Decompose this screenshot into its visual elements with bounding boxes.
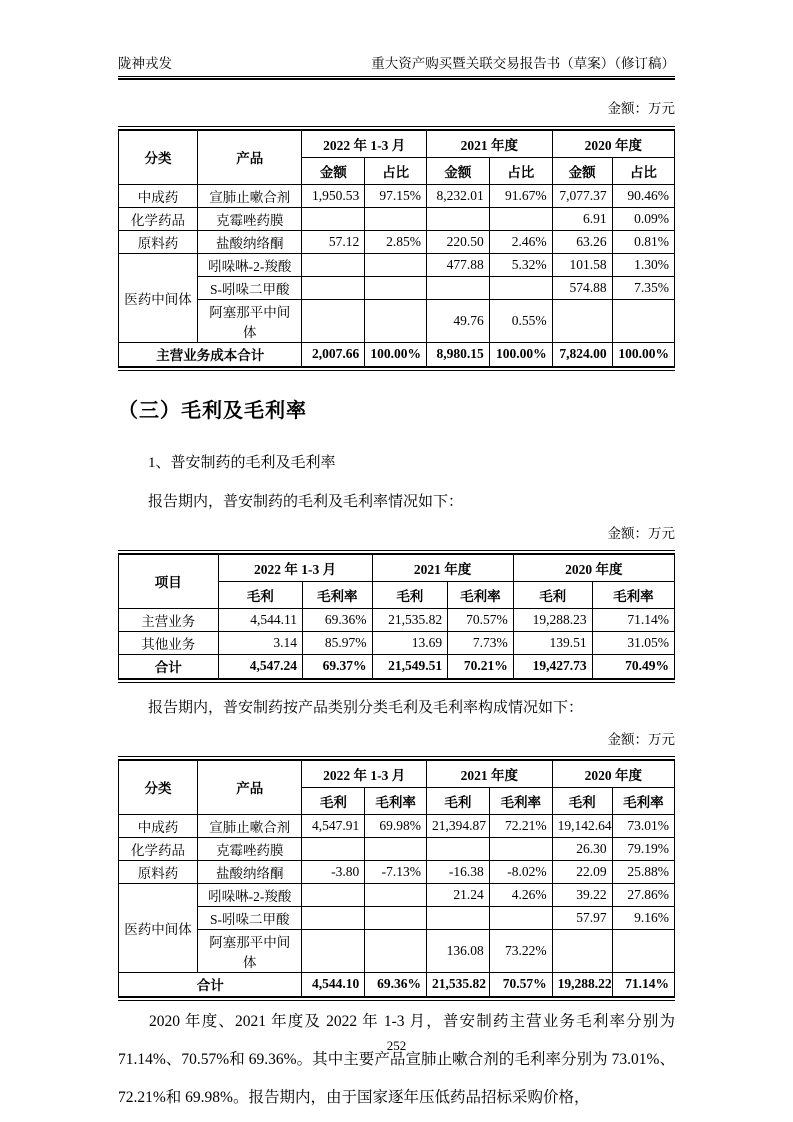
col-header-margin: 毛利率 — [303, 581, 373, 608]
table-cell: 克霉唑药膜 — [197, 207, 302, 230]
table-cell: 4,547.91 — [302, 814, 365, 837]
table-cell: 21,535.82 — [372, 608, 448, 631]
table-cell: -16.38 — [426, 860, 489, 883]
col-header-margin: 毛利率 — [365, 787, 427, 814]
col-header-profit: 毛利 — [302, 787, 365, 814]
table-cell: 19,288.23 — [513, 608, 592, 631]
table-cell: 70.57% — [448, 608, 514, 631]
table-cell: 化学药品 — [119, 837, 198, 860]
table-cell: 2,007.66 — [302, 342, 365, 367]
table-cell: 49.76 — [426, 299, 489, 342]
table-cell: 31.05% — [592, 631, 674, 654]
table-cell: 70.49% — [592, 654, 674, 679]
table-cell — [489, 207, 552, 230]
table-cell: 21,535.82 — [426, 972, 489, 997]
table-cell: 97.15% — [365, 184, 427, 207]
table-row — [119, 631, 675, 654]
table-row — [119, 906, 675, 929]
table-cell — [552, 929, 612, 972]
table-cell: 医药中间体 — [119, 883, 198, 972]
table-row — [119, 608, 675, 631]
col-header-period-2020: 2020 年度 — [513, 554, 674, 581]
table-cell: 90.46% — [612, 184, 674, 207]
table-cell: 100.00% — [612, 342, 674, 367]
product-gross-profit-table — [118, 759, 675, 998]
table-row — [119, 860, 675, 883]
table-cell: 477.88 — [426, 253, 489, 276]
table-cell — [365, 837, 427, 860]
table-cell — [365, 906, 427, 929]
table-cell — [302, 276, 365, 299]
table-row — [119, 929, 675, 972]
table-cell — [365, 929, 427, 972]
table-cell: 69.98% — [365, 814, 427, 837]
unit-note: 金额：万元 — [607, 101, 675, 116]
table-cell: 72.21% — [489, 814, 552, 837]
table-cell: 其他业务 — [119, 631, 219, 654]
table-cell: 原料药 — [119, 860, 198, 883]
col-header-amount: 金额 — [426, 157, 489, 184]
table-cell: S-吲哚二甲酸 — [197, 276, 302, 299]
table-cell: 合计 — [119, 654, 219, 679]
table-cell — [489, 837, 552, 860]
table-cell: 中成药 — [119, 814, 198, 837]
col-header-profit: 毛利 — [552, 787, 612, 814]
table-cell: 220.50 — [426, 230, 489, 253]
cost-composition-table-wrap — [118, 126, 675, 371]
table-cell: 0.81% — [612, 230, 674, 253]
table-row — [119, 230, 675, 253]
table-cell: 91.67% — [489, 184, 552, 207]
table-cell: 盐酸纳络酮 — [197, 860, 302, 883]
table-cell: -7.13% — [365, 860, 427, 883]
table-cell: 宣肺止嗽合剂 — [197, 814, 302, 837]
col-header-profit: 毛利 — [372, 581, 448, 608]
table-cell — [365, 253, 427, 276]
table-cell — [302, 207, 365, 230]
table-cell: 85.97% — [303, 631, 373, 654]
table-row — [119, 342, 675, 367]
table-cell: 4,547.24 — [218, 654, 303, 679]
header-doc-title: 重大资产购买暨关联交易报告书（草案）（修订稿） — [371, 56, 675, 71]
table-cell: 21,394.87 — [426, 814, 489, 837]
table-row — [119, 972, 675, 997]
table-cell — [552, 299, 612, 342]
col-header-product: 产品 — [197, 130, 302, 184]
table-cell: 1.30% — [612, 253, 674, 276]
table-cell: 1,950.53 — [302, 184, 365, 207]
table-header-row — [119, 130, 675, 157]
table-row — [119, 883, 675, 906]
analysis-paragraph: 2020 年度、2021 年度及 2022 年 1-3 月，普安制药主营业务毛利率分别为 71.14%、70.57%和 69.36%。其中主要产品宣肺止嗽合剂的毛利率分别为 73.01%、72.21%和 69.98%。报告期内，由于国家逐年压低药品招标采购价格， — [118, 1013, 675, 1106]
table-cell — [426, 276, 489, 299]
table-cell: 73.01% — [612, 814, 674, 837]
table-cell — [489, 906, 552, 929]
table-row — [119, 207, 675, 230]
table-cell: 69.37% — [303, 654, 373, 679]
table-cell: 63.26 — [552, 230, 612, 253]
table-cell — [365, 207, 427, 230]
table-cell — [426, 837, 489, 860]
table-cell: 70.57% — [489, 972, 552, 997]
table-cell: 19,142.64 — [552, 814, 612, 837]
col-header-category: 分类 — [119, 760, 198, 814]
table-cell: 化学药品 — [119, 207, 198, 230]
col-header-item: 项目 — [119, 554, 219, 608]
table-cell: 吲哚啉-2-羧酸 — [197, 883, 302, 906]
table-cell: 71.14% — [612, 972, 674, 997]
page-number: 252 — [386, 1038, 407, 1053]
table-cell: 19,288.22 — [552, 972, 612, 997]
table-cell: 79.19% — [612, 837, 674, 860]
table-cell: 26.30 — [552, 837, 612, 860]
table-cell: 101.58 — [552, 253, 612, 276]
table-row — [119, 814, 675, 837]
table-cell: 21.24 — [426, 883, 489, 906]
table-row — [119, 299, 675, 342]
table-cell: -3.80 — [302, 860, 365, 883]
table-cell: 3.14 — [218, 631, 303, 654]
table-cell — [365, 299, 427, 342]
sub-heading: 1、普安制药的毛利及毛利率 — [148, 455, 336, 471]
table-cell — [489, 276, 552, 299]
table-cell: 22.09 — [552, 860, 612, 883]
col-header-margin: 毛利率 — [612, 787, 674, 814]
table-cell — [302, 837, 365, 860]
gross-profit-table — [118, 553, 675, 680]
table-cell: 57.97 — [552, 906, 612, 929]
unit-note: 金额：万元 — [607, 526, 675, 541]
col-header-period-2022: 2022 年 1-3 月 — [302, 130, 427, 157]
section-heading: （三）毛利及毛利率 — [118, 400, 307, 422]
table-cell — [302, 253, 365, 276]
col-header-margin: 毛利率 — [489, 787, 552, 814]
table-cell: 8,980.15 — [426, 342, 489, 367]
table-cell — [612, 299, 674, 342]
table-cell: 100.00% — [489, 342, 552, 367]
product-gross-profit-table-wrap — [118, 756, 675, 1001]
table-cell: 吲哚啉-2-羧酸 — [197, 253, 302, 276]
col-header-period-2022: 2022 年 1-3 月 — [302, 760, 427, 787]
col-header-ratio: 占比 — [489, 157, 552, 184]
table-cell: 21,549.51 — [372, 654, 448, 679]
table-cell: 57.12 — [302, 230, 365, 253]
table-cell: 6.91 — [552, 207, 612, 230]
table-cell: S-吲哚二甲酸 — [197, 906, 302, 929]
table-cell — [426, 906, 489, 929]
col-header-profit: 毛利 — [218, 581, 303, 608]
table-cell: 克霉唑药膜 — [197, 837, 302, 860]
col-header-ratio: 占比 — [612, 157, 674, 184]
table-cell: 7.73% — [448, 631, 514, 654]
col-header-amount: 金额 — [552, 157, 612, 184]
table-cell: 7.35% — [612, 276, 674, 299]
table-cell: 2.85% — [365, 230, 427, 253]
table-cell: 2.46% — [489, 230, 552, 253]
table-cell: 25.88% — [612, 860, 674, 883]
table-cell — [426, 207, 489, 230]
table-cell: 19,427.73 — [513, 654, 592, 679]
table-header-row — [119, 760, 675, 787]
table-cell: 8,232.01 — [426, 184, 489, 207]
table-cell: 136.08 — [426, 929, 489, 972]
table-cell: 574.88 — [552, 276, 612, 299]
table-row — [119, 253, 675, 276]
gross-profit-table-wrap — [118, 550, 675, 683]
header-rule-thick — [118, 78, 675, 80]
header-rule-thin — [118, 76, 675, 77]
table-cell: 0.09% — [612, 207, 674, 230]
col-header-category: 分类 — [119, 130, 198, 184]
table-cell: 139.51 — [513, 631, 592, 654]
table-cell — [365, 276, 427, 299]
table-cell: 原料药 — [119, 230, 198, 253]
header-company: 陇神戎发 — [118, 56, 172, 71]
table-cell: 合计 — [119, 972, 302, 997]
col-header-period-2021: 2021 年度 — [426, 760, 552, 787]
col-header-profit: 毛利 — [513, 581, 592, 608]
table-cell — [302, 906, 365, 929]
table-row — [119, 654, 675, 679]
table-cell — [612, 929, 674, 972]
cost-composition-table — [118, 129, 675, 368]
unit-note: 金额：万元 — [607, 732, 675, 747]
col-header-period-2020: 2020 年度 — [552, 760, 674, 787]
table-cell — [302, 883, 365, 906]
table-cell — [365, 883, 427, 906]
table-cell: 69.36% — [303, 608, 373, 631]
table-cell: 7,824.00 — [552, 342, 612, 367]
table-cell: 4.26% — [489, 883, 552, 906]
table-cell: 宣肺止嗽合剂 — [197, 184, 302, 207]
table-cell: 0.55% — [489, 299, 552, 342]
table-cell: 9.16% — [612, 906, 674, 929]
table-cell: 69.36% — [365, 972, 427, 997]
col-header-margin: 毛利率 — [592, 581, 674, 608]
table-cell: 7,077.37 — [552, 184, 612, 207]
table-cell: 13.69 — [372, 631, 448, 654]
col-header-margin: 毛利率 — [448, 581, 514, 608]
table-cell: 5.32% — [489, 253, 552, 276]
table-cell: 主营业务成本合计 — [119, 342, 302, 367]
table-cell: 73.22% — [489, 929, 552, 972]
intro-text-1: 报告期内，普安制药的毛利及毛利率情况如下： — [148, 494, 464, 510]
table-cell — [302, 929, 365, 972]
table-cell: 70.21% — [448, 654, 514, 679]
running-header — [118, 0, 675, 72]
table-row — [119, 276, 675, 299]
table-cell: 27.86% — [612, 883, 674, 906]
table-cell: 阿塞那平中间体 — [197, 929, 302, 972]
table-cell — [302, 299, 365, 342]
table-row — [119, 837, 675, 860]
col-header-period-2021: 2021 年度 — [426, 130, 552, 157]
table-cell: 4,544.11 — [218, 608, 303, 631]
col-header-amount: 金额 — [302, 157, 365, 184]
col-header-product: 产品 — [197, 760, 302, 814]
col-header-profit: 毛利 — [426, 787, 489, 814]
table-cell: 盐酸纳络酮 — [197, 230, 302, 253]
col-header-period-2020: 2020 年度 — [552, 130, 674, 157]
table-cell: 4,544.10 — [302, 972, 365, 997]
table-cell: 医药中间体 — [119, 253, 198, 342]
table-cell: -8.02% — [489, 860, 552, 883]
table-header-row — [119, 554, 675, 581]
col-header-period-2022: 2022 年 1-3 月 — [218, 554, 372, 581]
table-cell: 中成药 — [119, 184, 198, 207]
col-header-ratio: 占比 — [365, 157, 427, 184]
table-cell: 39.22 — [552, 883, 612, 906]
table-cell: 主营业务 — [119, 608, 219, 631]
table-cell: 100.00% — [365, 342, 427, 367]
table-row — [119, 184, 675, 207]
table-cell: 71.14% — [592, 608, 674, 631]
intro-text-2: 报告期内，普安制药按产品类别分类毛利及毛利率构成情况如下： — [148, 700, 584, 716]
table-cell: 阿塞那平中间体 — [197, 299, 302, 342]
col-header-period-2021: 2021 年度 — [372, 554, 513, 581]
